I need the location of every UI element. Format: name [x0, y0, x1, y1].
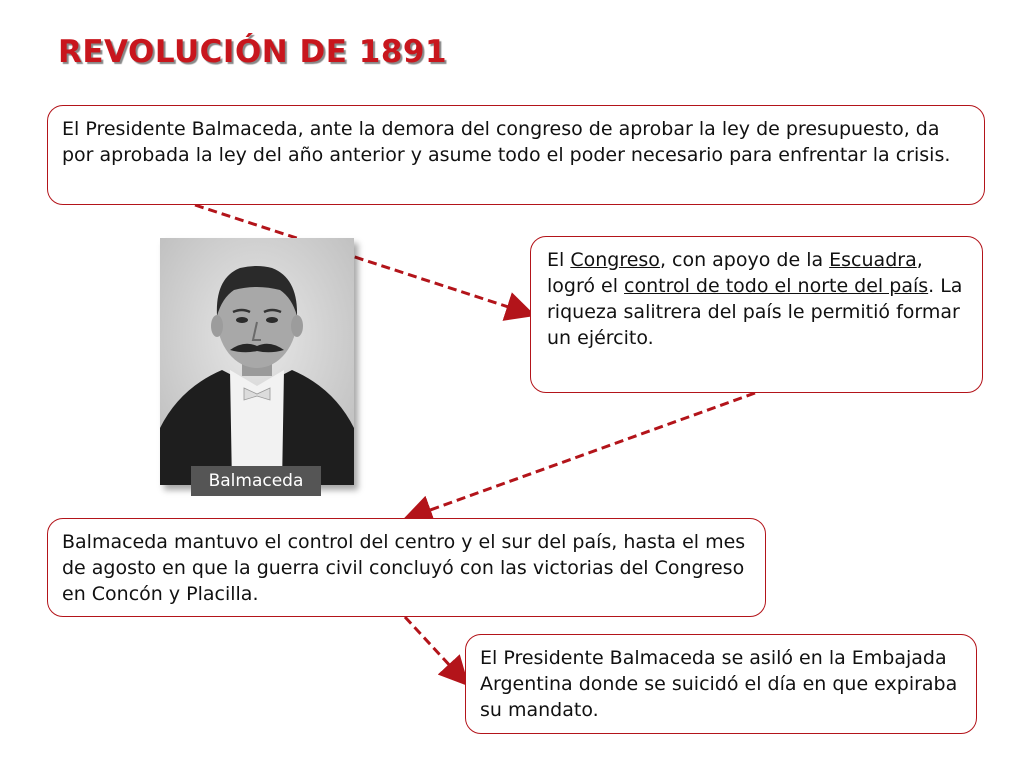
- text-box-budget: [47, 105, 985, 205]
- text-box-asylum: [465, 634, 977, 734]
- arrow-box2-to-box3: [408, 393, 755, 518]
- box1-text: El Presidente Balmaceda, ante la demora del congreso de aprobar la ley de presupuesto, da por aprobada la ley del año anterior y asume todo el poder necesario para enfrentar la crisis.: [62, 118, 951, 166]
- box2-text-3: , logró el: [547, 249, 923, 297]
- box2-text-4: . La riqueza salitrera del país le permitió formar un ejército.: [547, 275, 963, 349]
- box3-text: Balmaceda mantuvo el control del centro y el sur del país, hasta el mes de agosto en que la guerra civil concluyó con las victorias del Congreso en Concón y Placilla.: [62, 531, 746, 605]
- text-box-civil-war: [47, 518, 766, 617]
- arrow-box3-to-box4: [405, 617, 465, 682]
- box4-text: El Presidente Balmaceda se asiló en la Embajada Argentina donde se suicidó el día en que expiraba su mandato.: [480, 647, 958, 721]
- page-title: REVOLUCIÓN DE 1891: [58, 34, 448, 70]
- box2-text-1: El: [547, 249, 571, 271]
- balmaceda-portrait: [160, 238, 354, 485]
- portrait-illustration: [160, 238, 354, 485]
- congress-underlined: Congreso: [570, 249, 660, 271]
- box2-text-2: , con apoyo de la: [659, 249, 830, 271]
- portrait-caption: Balmaceda: [191, 466, 321, 496]
- text-box-congress: [530, 236, 983, 393]
- north-control-underlined: control de todo el norte del país: [624, 275, 929, 297]
- escuadra-underlined: Escuadra: [829, 249, 917, 271]
